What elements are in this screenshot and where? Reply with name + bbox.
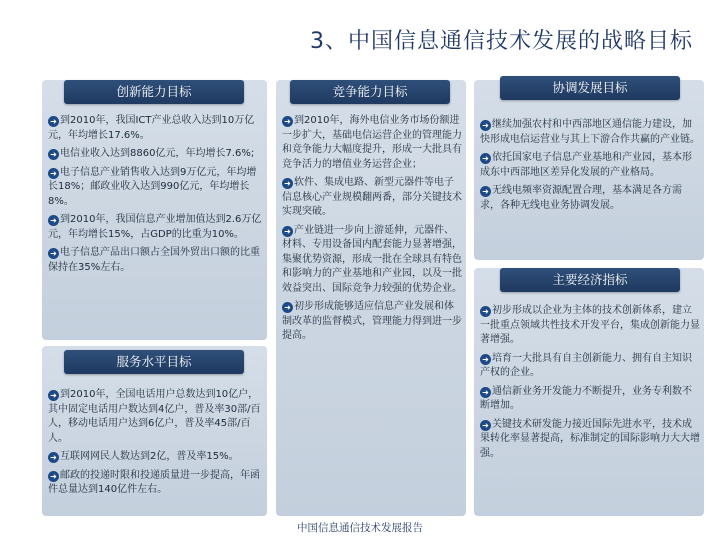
list-item <box>480 304 700 348</box>
list-item-text: 初步形成以企业为主体的技术创新体系，建立一批重点领域共性技术开发平台，集成创新能力显著增强。 <box>480 305 700 345</box>
arrow-bullet-icon: ➜ <box>480 186 491 197</box>
list-item-text: 到2010年，我国信息产业增加值达到2.6万亿元，年均增长15%，占GDP的比重为10%。 <box>48 214 262 240</box>
competition-header: 竞争能力目标 <box>290 80 450 104</box>
innovation-list <box>48 114 262 279</box>
arrow-bullet-icon: ➜ <box>48 390 59 401</box>
arrow-bullet-icon: ➜ <box>48 168 59 179</box>
list-item <box>480 385 700 414</box>
list-item-text: 产业链进一步向上游延伸，元器件、材料、专用设备国内配套能力显著增强，集聚优势资源，形成一批在全球具有特色和影响力的产业基地和产业园，以及一批效益突出、国际竞争力较强的优势企业。 <box>282 224 462 294</box>
list-item-text: 软件、集成电路、新型元器件等电子信息核心产业规模翻两番，部分关键技术实现突破。 <box>282 177 462 217</box>
service-list <box>48 388 262 502</box>
arrow-bullet-icon: ➜ <box>48 116 59 127</box>
list-item <box>480 184 700 213</box>
arrow-bullet-icon: ➜ <box>48 452 59 463</box>
arrow-bullet-icon: ➜ <box>480 354 491 365</box>
list-item <box>48 246 262 275</box>
list-item <box>282 224 462 297</box>
list-item <box>48 469 262 498</box>
arrow-bullet-icon: ➜ <box>48 215 59 226</box>
list-item-text: 无线电频率资源配置合理，基本满足各方需求，各种无线电业务协调发展。 <box>480 185 682 211</box>
list-item <box>282 114 462 172</box>
list-item-text: 继续加强农村和中西部地区通信能力建设，加快形成电信运营业与其上下游合作共赢的产业链。 <box>480 119 700 145</box>
list-item-text: 互联网网民人数达到2亿，普及率15%。 <box>60 451 239 462</box>
coordination-header: 协调发展目标 <box>500 76 680 100</box>
list-item <box>480 151 700 180</box>
list-item <box>48 147 262 162</box>
service-header: 服务水平目标 <box>64 350 244 374</box>
list-item <box>282 176 462 220</box>
list-item-text: 到2010年，我国ICT产业总收入达到10万亿元，年均增长17.6%。 <box>48 115 255 141</box>
arrow-bullet-icon: ➜ <box>282 226 293 237</box>
list-item-text: 依托国家电子信息产业基地和产业园，基本形成东中西部地区差异化发展的产业格局。 <box>480 152 692 178</box>
list-item-text: 到2010年，海外电信业务市场份额进一步扩大，基础电信运营企业的管理能力和竞争能力大幅度提升，形成一大批具有竞争活力的增值业务运营企业； <box>282 115 462 170</box>
list-item-text: 电信业收入达到8860亿元，年均增长7.6%; <box>60 148 255 159</box>
arrow-bullet-icon: ➜ <box>480 306 491 317</box>
arrow-bullet-icon: ➜ <box>48 471 59 482</box>
footer: 中国信息通信技术发展报告 <box>297 522 423 534</box>
page-title: 3、中国信息通信技术发展的战略目标 <box>310 29 693 54</box>
innovation-header: 创新能力目标 <box>64 80 244 104</box>
competition-list <box>282 114 462 348</box>
list-item <box>48 166 262 210</box>
arrow-bullet-icon: ➜ <box>48 149 59 160</box>
list-item-text: 邮政的投递时限和投递质量进一步提高，年函件总量达到140亿件左右。 <box>48 469 260 495</box>
list-item-text: 通信新业务开发能力不断提升，业务专利数不断增加。 <box>480 385 692 411</box>
arrow-bullet-icon: ➜ <box>282 178 293 189</box>
list-item <box>48 213 262 242</box>
list-item <box>480 118 700 147</box>
list-item <box>48 388 262 446</box>
coordination-list <box>480 118 700 217</box>
arrow-bullet-icon: ➜ <box>480 387 491 398</box>
list-item-text: 关键技术研发能力接近国际先进水平，技术成果转化率显著提高，标准制定的国际影响力大大增强。 <box>480 418 700 459</box>
arrow-bullet-icon: ➜ <box>48 248 59 259</box>
arrow-bullet-icon: ➜ <box>282 302 293 313</box>
arrow-bullet-icon: ➜ <box>282 116 293 127</box>
arrow-bullet-icon: ➜ <box>480 153 491 164</box>
economic-list <box>480 304 700 465</box>
list-item <box>48 450 262 465</box>
list-item <box>282 300 462 344</box>
list-item <box>480 418 700 462</box>
list-item <box>480 352 700 381</box>
arrow-bullet-icon: ➜ <box>480 420 491 431</box>
list-item-text: 到2010年，全国电话用户总数达到10亿户，其中固定电话用户数达到4亿户，普及率30部/百人，移动电话用户达到6亿户，普及率45部/百人。 <box>48 389 261 444</box>
list-item-text: 电子信息产品出口额占全国外贸出口额的比重保持在35%左右。 <box>48 247 260 273</box>
list-item-text: 初步形成能够适应信息产业发展和体制改革的监督模式，管理能力得到进一步提高。 <box>282 301 462 341</box>
list-item-text: 电子信息产业销售收入达到9万亿元，年均增长18%；邮政业收入达到990亿元，年均增长8%。 <box>48 166 257 207</box>
economic-header: 主要经济指标 <box>500 268 680 292</box>
list-item-text: 培育一大批具有自主创新能力、拥有自主知识产权的企业。 <box>480 352 692 378</box>
list-item <box>48 114 262 143</box>
arrow-bullet-icon: ➜ <box>480 120 491 131</box>
